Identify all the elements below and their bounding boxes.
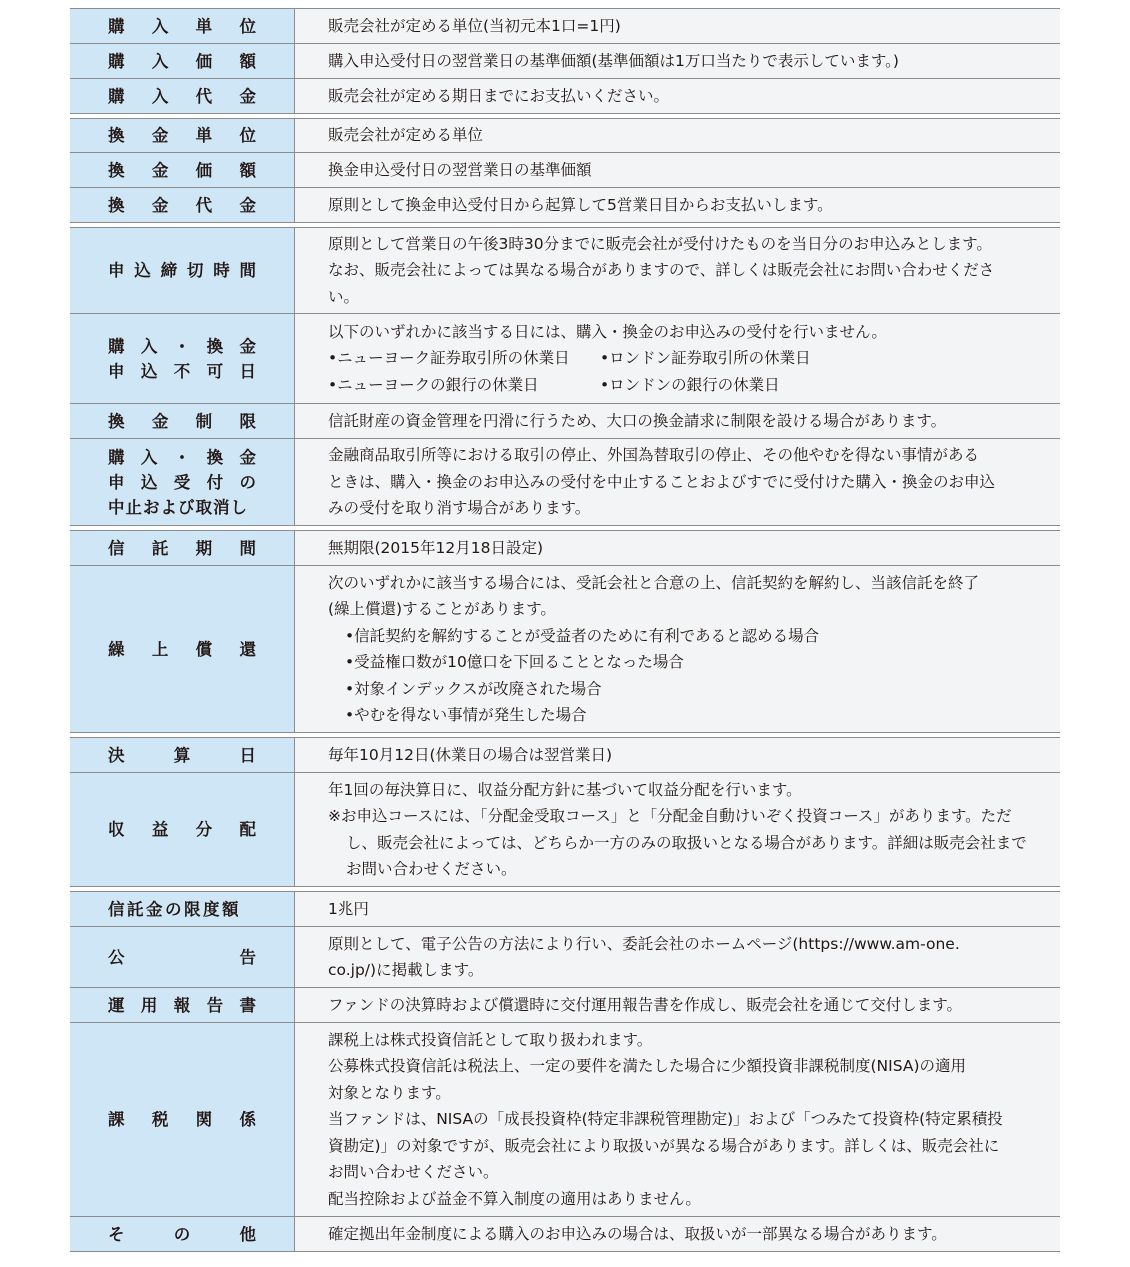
- row-label: 換 金 価 額: [70, 153, 295, 187]
- row-deadline: [70, 227, 1060, 313]
- fund-info-table: [70, 8, 1060, 1252]
- row-label: 信 託 期 間: [70, 531, 295, 565]
- row-content: 課税上は株式投資信託として取り扱われます。 公募株式投資信託は税法上、一定の要件を満たした場合に少額投資非課税制度(NISA)の適用 対象となります。 当ファンドは、NISAの「成長投資枠(特定非課税管理勘定)」および「つみたて投資枠(特定累積投 資勘定)」の対象ですが、販売会社により取扱いが異なる場合があります。詳しくは、販売会社に お問い合わせください。 配当控除および益金不算入制度の適用はありません。: [295, 1023, 1060, 1216]
- row-content: 原則として換金申込受付日から起算して5営業日目からお支払いします。: [295, 188, 1060, 222]
- row-content: ファンドの決算時および償還時に交付運用報告書を作成し、販売会社を通じて交付します。: [295, 988, 1060, 1022]
- row-content: 年1回の毎決算日に、収益分配方針に基づいて収益分配を行います。 ※お申込コースには、「分配金受取コース」と「分配金自動けいぞく投資コース」があります。ただし、販売会社によっては、どちらか一方のみの取扱いとなる場合があります。詳細は販売会社までお問い合わせください。: [295, 773, 1060, 886]
- row-redemption-payment: [70, 187, 1060, 222]
- row-label: 換 金 制 限: [70, 404, 295, 438]
- row-redemption-unit: [70, 118, 1060, 152]
- row-content: 販売会社が定める期日までにお支払いください。: [295, 79, 1060, 113]
- row-unavailable-days: [70, 313, 1060, 403]
- holiday-list-row: •ニューヨークの銀行の休業日 •ロンドンの銀行の休業日: [328, 375, 780, 394]
- row-content: 原則として営業日の午後3時30分までに販売会社が受付けたものを当日分のお申込みとします。 なお、販売会社によっては異なる場合がありますので、詳しくは販売会社にお問い合わせくださ い。: [295, 228, 1060, 313]
- row-settlement-date: [70, 737, 1060, 772]
- row-label: 信託金の限度額: [70, 892, 295, 926]
- row-content: 金融商品取引所等における取引の停止、外国為替取引の停止、その他やむを得ない事情がある ときは、購入・換金のお申込みの受付を中止することおよびすでに受付けた購入・換金のお申込 みの受付を取り消す場合があります。: [295, 439, 1060, 525]
- row-content: 原則として、電子公告の方法により行い、委託会社のホームページ(https://www.am-one. co.jp/)に掲載します。: [295, 927, 1060, 987]
- row-label: 課 税 関 係: [70, 1023, 295, 1216]
- row-trust-limit: [70, 891, 1060, 926]
- row-other: [70, 1216, 1060, 1252]
- row-purchase-price: [70, 43, 1060, 78]
- row-label: 繰 上 償 還: [70, 566, 295, 732]
- row-label: 決 算 日: [70, 738, 295, 772]
- row-content: 購入申込受付日の翌営業日の基準価額(基準価額は1万口当たりで表示しています。): [295, 44, 1060, 78]
- row-content: 確定拠出年金制度による購入のお申込みの場合は、取扱いが一部異なる場合があります。: [295, 1217, 1060, 1251]
- row-label: 換 金 単 位: [70, 119, 295, 152]
- row-public-notice: [70, 926, 1060, 987]
- row-purchase-unit: [70, 8, 1060, 43]
- row-taxation: [70, 1022, 1060, 1216]
- row-content: 無期限(2015年12月18日設定): [295, 531, 1060, 565]
- row-early-redemption: [70, 565, 1060, 732]
- row-distribution: [70, 772, 1060, 886]
- row-content: 毎年10月12日(休業日の場合は翌営業日): [295, 738, 1060, 772]
- row-label: 購 入 価 額: [70, 44, 295, 78]
- row-label: 購 入 代 金: [70, 79, 295, 113]
- row-content: 換金申込受付日の翌営業日の基準価額: [295, 153, 1060, 187]
- distribution-note: ※お申込コースには、「分配金受取コース」と「分配金自動けいぞく投資コース」があります。ただし、販売会社によっては、どちらか一方のみの取扱いとなる場合があります。詳細は販売会社までお問い合わせください。: [328, 807, 1027, 878]
- row-label: そ の 他: [70, 1217, 295, 1251]
- row-content: 販売会社が定める単位(当初元本1口=1円): [295, 9, 1060, 43]
- row-label: 運 用 報 告 書: [70, 988, 295, 1022]
- row-label: 購 入 ・ 換 金 申 込 受 付 の 中止および取消し: [70, 439, 295, 525]
- row-content: 1兆円: [295, 892, 1060, 926]
- list-item: •対象インデックスが改廃された場合: [345, 679, 602, 698]
- row-label: 購 入 ・ 換 金 申 込 不 可 日: [70, 314, 295, 403]
- row-content: 販売会社が定める単位: [295, 119, 1060, 152]
- row-label: 収 益 分 配: [70, 773, 295, 886]
- list-item: •受益権口数が10億口を下回ることとなった場合: [345, 653, 684, 671]
- row-suspension: [70, 438, 1060, 525]
- holiday-list-row: •ニューヨーク証券取引所の休業日 •ロンドン証券取引所の休業日: [328, 349, 811, 368]
- list-item: •やむを得ない事情が発生した場合: [345, 706, 587, 724]
- row-label: 申 込 締 切 時 間: [70, 228, 295, 313]
- row-redemption-price: [70, 152, 1060, 187]
- row-content: 次のいずれかに該当する場合には、受託会社と合意の上、信託契約を解約し、当該信託を終了 (繰上償還)することがあります。 •信託契約を解約することが受益者のために有利であると認める場合 •受益権口数が10億口を下回ることとなった場合 •対象インデックスが改廃された場合 •やむを得ない事情が発生した場合: [295, 566, 1060, 732]
- row-management-report: [70, 987, 1060, 1022]
- row-content: 信託財産の資金管理を円滑に行うため、大口の換金請求に制限を設ける場合があります。: [295, 404, 1060, 438]
- row-label: 換 金 代 金: [70, 188, 295, 222]
- list-item: •信託契約を解約することが受益者のために有利であると認める場合: [345, 626, 820, 645]
- row-redemption-limit: [70, 403, 1060, 438]
- row-label: 公 告: [70, 927, 295, 987]
- row-trust-period: [70, 530, 1060, 565]
- row-label: 購 入 単 位: [70, 9, 295, 43]
- row-purchase-payment: [70, 78, 1060, 113]
- row-content: 以下のいずれかに該当する日には、購入・換金のお申込みの受付を行いません。 •ニューヨーク証券取引所の休業日 •ロンドン証券取引所の休業日 •ニューヨークの銀行の休業日 •ロンドンの銀行の休業日: [295, 314, 1060, 403]
